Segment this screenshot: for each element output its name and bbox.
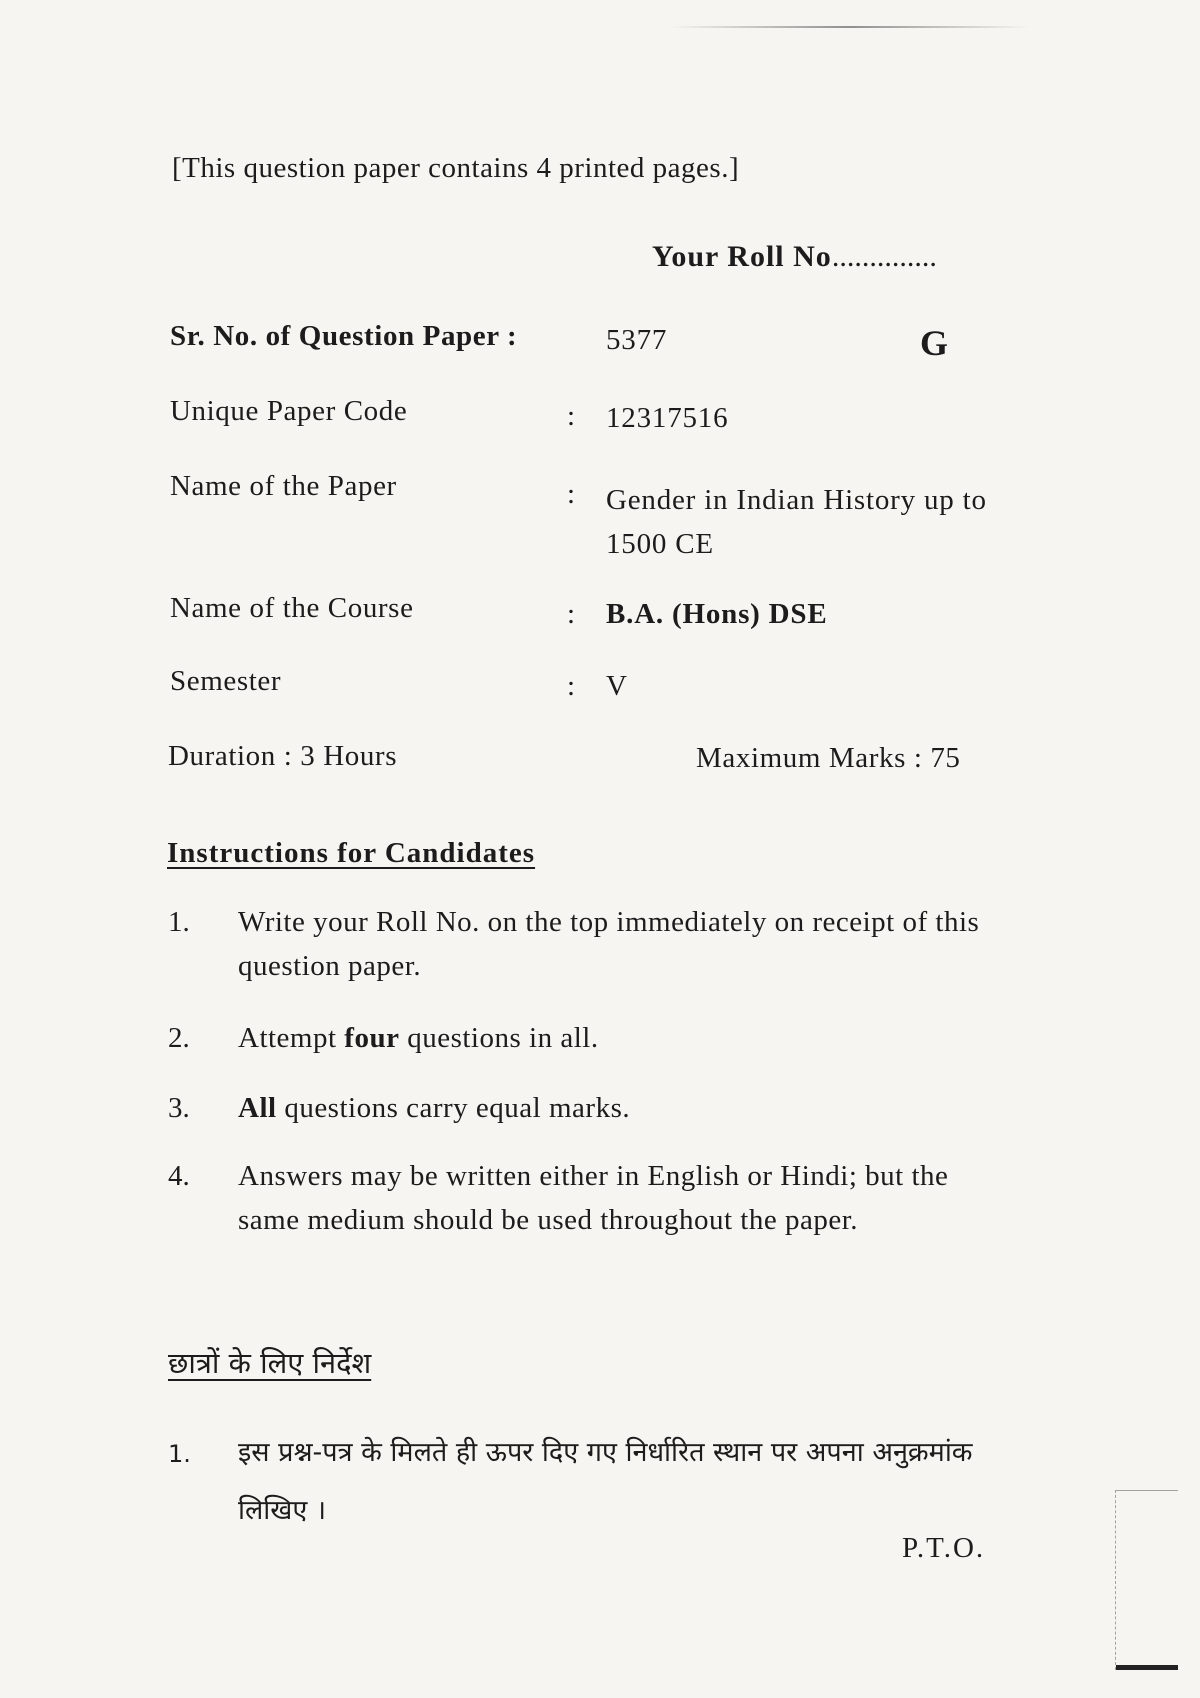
instruction-text <box>238 1016 1008 1060</box>
hindi-instruction-number: 1. <box>168 1440 191 1468</box>
instruction-number: 4. <box>168 1160 190 1192</box>
paper-set-letter: G <box>920 323 949 363</box>
semester-label: Semester <box>170 665 282 697</box>
course-name-label: Name of the Course <box>170 592 414 624</box>
semester-value: V <box>606 670 628 702</box>
instruction-text <box>238 1086 1008 1130</box>
hindi-instruction-text: इस प्रश्न-पत्र के मिलते ही ऊपर दिए गए निर्धारित स्थान पर अपना अनुक्रमांक लिखिए । <box>238 1437 973 1526</box>
sr-no-value: 5377 <box>606 324 668 356</box>
course-name-colon: : <box>567 598 576 630</box>
unique-code-colon: : <box>567 400 576 432</box>
duration: Duration : 3 Hours <box>168 740 398 772</box>
top-edge-line <box>670 26 1030 28</box>
roll-number-label: Your Roll No <box>652 240 832 273</box>
hindi-instructions-heading: छात्रों के लिए निर्देश <box>168 1346 372 1380</box>
instruction-number: 3. <box>168 1092 190 1124</box>
maximum-marks: Maximum Marks : 75 <box>696 742 961 774</box>
instruction-text: Write your Roll No. on the top immediately on receipt of this question paper. <box>238 906 980 982</box>
instruction-text-part: Attempt <box>238 1022 345 1054</box>
paper-name-colon: : <box>567 478 576 510</box>
instruction-text-part: questions in all. <box>399 1022 599 1054</box>
roll-number-blank: .............. <box>831 240 937 273</box>
scan-edge-mark <box>1115 1490 1178 1670</box>
roll-number-field <box>652 240 937 274</box>
paper-name-value: Gender in Indian History up to 1500 CE <box>606 484 987 560</box>
instruction-number: 2. <box>168 1022 190 1054</box>
semester-colon: : <box>567 670 576 702</box>
instruction-text-part: questions carry equal marks. <box>276 1092 631 1124</box>
instructions-heading: Instructions for Candidates <box>167 837 536 869</box>
unique-code-label: Unique Paper Code <box>170 395 408 427</box>
unique-code-value: 12317516 <box>606 402 729 434</box>
instruction-emphasis: four <box>344 1022 400 1054</box>
instruction-emphasis: All <box>238 1092 277 1124</box>
pages-note: [This question paper contains 4 printed pages.] <box>172 152 740 184</box>
sr-no-label: Sr. No. of Question Paper : <box>170 320 518 352</box>
instruction-text: Answers may be written either in English or Hindi; but the same medium should be used throughout the paper. <box>238 1160 949 1236</box>
course-name-value: B.A. (Hons) DSE <box>606 598 828 630</box>
instruction-number: 1. <box>168 906 190 938</box>
please-turn-over: P.T.O. <box>902 1532 986 1564</box>
paper-name-label: Name of the Paper <box>170 470 397 502</box>
